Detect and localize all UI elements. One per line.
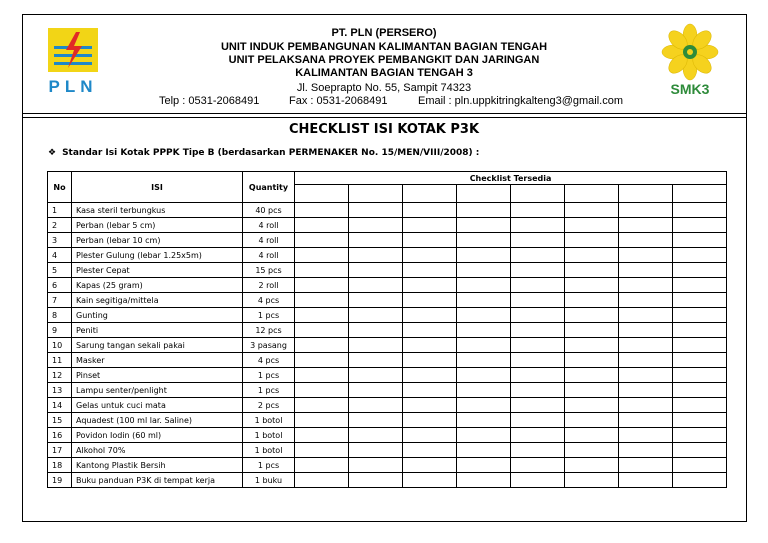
row-number: 7 [48,293,72,308]
row-item: Lampu senter/penlight [72,383,243,398]
checklist-checkbox-cell[interactable] [565,278,619,293]
checklist-checkbox-cell[interactable] [673,458,727,473]
row-number: 5 [48,263,72,278]
table-row [48,203,727,218]
checklist-checkbox-cell[interactable] [349,428,403,443]
column-header-isi: ISI [72,172,243,203]
checklist-checkbox-cell[interactable] [619,473,673,488]
checklist-checkbox-cell[interactable] [349,263,403,278]
row-number: 13 [48,383,72,398]
row-number: 10 [48,338,72,353]
checklist-checkbox-cell[interactable] [457,398,511,413]
row-quantity: 40 pcs [243,203,295,218]
checklist-checkbox-cell[interactable] [457,233,511,248]
checklist-checkbox-cell[interactable] [673,233,727,248]
document-title: CHECKLIST ISI KOTAK P3K [288,122,480,137]
checklist-checkbox-cell[interactable] [565,338,619,353]
unit-line-1: UNIT INDUK PEMBANGUNAN KALIMANTAN BAGIAN TENGAH [220,41,548,53]
checklist-subheader-cell [295,185,349,203]
checklist-checkbox-cell[interactable] [511,323,565,338]
checklist-checkbox-cell[interactable] [511,233,565,248]
checklist-checkbox-cell[interactable] [511,308,565,323]
row-number: 14 [48,398,72,413]
checklist-checkbox-cell[interactable] [673,278,727,293]
table-row [48,308,727,323]
checklist-checkbox-cell[interactable] [511,293,565,308]
row-number: 1 [48,203,72,218]
table-row [48,443,727,458]
checklist-checkbox-cell[interactable] [619,323,673,338]
row-quantity: 4 pcs [243,293,295,308]
checklist-checkbox-cell[interactable] [511,428,565,443]
checklist-checkbox-cell[interactable] [673,293,727,308]
telp: Telp : 0531-2068491 [159,95,260,107]
table-row [48,473,727,488]
checklist-checkbox-cell[interactable] [565,383,619,398]
row-item: Perban (lebar 10 cm) [72,233,243,248]
row-item: Perban (lebar 5 cm) [72,218,243,233]
checklist-checkbox-cell[interactable] [295,263,349,278]
row-item: Pinset [72,368,243,383]
column-header-quantity: Quantity [243,172,295,203]
row-quantity: 1 pcs [243,368,295,383]
row-quantity: 2 pcs [243,398,295,413]
checklist-subheader-cell [403,185,457,203]
checklist-checkbox-cell[interactable] [673,413,727,428]
checklist-checkbox-cell[interactable] [295,428,349,443]
checklist-checkbox-cell[interactable] [295,233,349,248]
checklist-checkbox-cell[interactable] [511,248,565,263]
checklist-checkbox-cell[interactable] [565,293,619,308]
checklist-checkbox-cell[interactable] [295,248,349,263]
checklist-checkbox-cell[interactable] [565,428,619,443]
checklist-subheader-cell [349,185,403,203]
row-number: 9 [48,323,72,338]
checklist-checkbox-cell[interactable] [565,473,619,488]
table-row [48,458,727,473]
table-row [48,248,727,263]
checklist-checkbox-cell[interactable] [349,458,403,473]
checklist-subheader-cell [457,185,511,203]
checklist-checkbox-cell[interactable] [619,218,673,233]
checklist-subheader-cell [511,185,565,203]
checklist-checkbox-cell[interactable] [619,308,673,323]
checklist-checkbox-cell[interactable] [673,383,727,398]
row-quantity: 1 pcs [243,308,295,323]
row-quantity: 4 pcs [243,353,295,368]
row-item: Masker [72,353,243,368]
table-row [48,428,727,443]
checklist-checkbox-cell[interactable] [511,398,565,413]
checklist-checkbox-cell[interactable] [619,383,673,398]
checklist-checkbox-cell[interactable] [403,458,457,473]
checklist-checkbox-cell[interactable] [511,383,565,398]
checklist-checkbox-cell[interactable] [403,413,457,428]
checklist-checkbox-cell[interactable] [457,413,511,428]
checklist-checkbox-cell[interactable] [349,338,403,353]
checklist-checkbox-cell[interactable] [565,413,619,428]
checklist-checkbox-cell[interactable] [511,473,565,488]
checklist-checkbox-cell[interactable] [619,428,673,443]
checklist-checkbox-cell[interactable] [673,353,727,368]
checklist-checkbox-cell[interactable] [349,473,403,488]
row-number: 16 [48,428,72,443]
row-item: Kantong Plastik Bersih [72,458,243,473]
table-body [48,203,727,488]
checklist-checkbox-cell[interactable] [511,443,565,458]
checklist-checkbox-cell[interactable] [511,278,565,293]
checklist-checkbox-cell[interactable] [457,218,511,233]
checklist-checkbox-cell[interactable] [457,293,511,308]
row-quantity: 1 pcs [243,383,295,398]
row-number: 18 [48,458,72,473]
row-quantity: 1 botol [243,413,295,428]
email: Email : pln.uppkitringkalteng3@gmail.com [418,95,623,107]
checklist-checkbox-cell[interactable] [673,338,727,353]
checklist-checkbox-cell[interactable] [403,443,457,458]
checklist-checkbox-cell[interactable] [403,233,457,248]
checklist-checkbox-cell[interactable] [673,248,727,263]
checklist-checkbox-cell[interactable] [349,248,403,263]
row-quantity: 1 pcs [243,458,295,473]
checklist-checkbox-cell[interactable] [511,218,565,233]
checklist-checkbox-cell[interactable] [619,203,673,218]
checklist-checkbox-cell[interactable] [295,203,349,218]
checklist-checkbox-cell[interactable] [619,338,673,353]
checklist-checkbox-cell[interactable] [295,308,349,323]
row-number: 6 [48,278,72,293]
checklist-checkbox-cell[interactable] [349,233,403,248]
checklist-checkbox-cell[interactable] [511,368,565,383]
row-item: Peniti [72,323,243,338]
checklist-checkbox-cell[interactable] [619,293,673,308]
checklist-checkbox-cell[interactable] [349,368,403,383]
checklist-checkbox-cell[interactable] [349,383,403,398]
checklist-checkbox-cell[interactable] [619,263,673,278]
checklist-checkbox-cell[interactable] [511,458,565,473]
checklist-checkbox-cell[interactable] [673,218,727,233]
checklist-subheader-cell [619,185,673,203]
table-row [48,353,727,368]
checklist-checkbox-cell[interactable] [349,293,403,308]
checklist-checkbox-cell[interactable] [565,263,619,278]
checklist-checkbox-cell[interactable] [673,443,727,458]
checklist-checkbox-cell[interactable] [673,473,727,488]
row-quantity: 15 pcs [243,263,295,278]
checklist-checkbox-cell[interactable] [295,473,349,488]
checklist-checkbox-cell[interactable] [349,203,403,218]
checklist-checkbox-cell[interactable] [295,398,349,413]
checklist-checkbox-cell[interactable] [565,323,619,338]
checklist-checkbox-cell[interactable] [295,368,349,383]
checklist-checkbox-cell[interactable] [457,428,511,443]
checklist-checkbox-cell[interactable] [349,353,403,368]
checklist-checkbox-cell[interactable] [565,458,619,473]
row-quantity: 4 roll [243,218,295,233]
checklist-checkbox-cell[interactable] [295,323,349,338]
checklist-checkbox-cell[interactable] [457,458,511,473]
row-item: Kasa steril terbungkus [72,203,243,218]
checklist-checkbox-cell[interactable] [295,218,349,233]
checklist-checkbox-cell[interactable] [457,368,511,383]
unit-line-2: UNIT PELAKSANA PROYEK PEMBANGKIT DAN JARINGAN [228,54,540,66]
checklist-checkbox-cell[interactable] [511,353,565,368]
company-name: PT. PLN (PERSERO) [331,27,437,39]
checklist-checkbox-cell[interactable] [349,278,403,293]
checklist-checkbox-cell[interactable] [457,383,511,398]
row-number: 3 [48,233,72,248]
row-item: Kapas (25 gram) [72,278,243,293]
checklist-table [47,171,727,488]
row-number: 2 [48,218,72,233]
row-item: Plester Cepat [72,263,243,278]
checklist-checkbox-cell[interactable] [349,413,403,428]
fax: Fax : 0531-2068491 [289,95,388,107]
address: Jl. Soeprapto No. 55, Sampit 74323 [296,82,472,94]
checklist-checkbox-cell[interactable] [349,308,403,323]
row-item: Alkohol 70% [72,443,243,458]
checklist-checkbox-cell[interactable] [295,278,349,293]
checklist-checkbox-cell[interactable] [673,428,727,443]
row-quantity: 1 botol [243,443,295,458]
checklist-checkbox-cell[interactable] [457,323,511,338]
checklist-checkbox-cell[interactable] [403,263,457,278]
checklist-checkbox-cell[interactable] [565,368,619,383]
table-row [48,383,727,398]
checklist-checkbox-cell[interactable] [619,368,673,383]
row-number: 4 [48,248,72,263]
unit-line-3: KALIMANTAN BAGIAN TENGAH 3 [295,67,473,79]
row-quantity: 1 buku [243,473,295,488]
row-number: 8 [48,308,72,323]
checklist-checkbox-cell[interactable] [457,278,511,293]
table-row [48,293,727,308]
checklist-checkbox-cell[interactable] [457,338,511,353]
checklist-checkbox-cell[interactable] [673,203,727,218]
header-divider [22,113,747,114]
checklist-checkbox-cell[interactable] [619,458,673,473]
column-header-no: No [48,172,72,203]
checklist-checkbox-cell[interactable] [673,368,727,383]
checklist-checkbox-cell[interactable] [565,248,619,263]
row-item: Plester Gulung (lebar 1.25x5m) [72,248,243,263]
pln-logo-text: PLN [48,77,98,96]
diamond-bullet-icon: ❖ [48,148,57,158]
checklist-checkbox-cell[interactable] [457,203,511,218]
checklist-subheader-cell [565,185,619,203]
checklist-checkbox-cell[interactable] [511,263,565,278]
checklist-checkbox-cell[interactable] [403,353,457,368]
row-item: Aquadest (100 ml lar. Saline) [72,413,243,428]
checklist-checkbox-cell[interactable] [295,353,349,368]
checklist-checkbox-cell[interactable] [619,248,673,263]
table-row [48,338,727,353]
checklist-checkbox-cell[interactable] [619,278,673,293]
row-quantity: 2 roll [243,278,295,293]
table-row [48,323,727,338]
checklist-checkbox-cell[interactable] [457,353,511,368]
checklist-checkbox-cell[interactable] [619,353,673,368]
standard-text: Standar Isi Kotak PPPK Tipe B (berdasarkan PERMENAKER No. 15/MEN/VIII/2008) : [62,148,480,158]
row-item: Povidon Iodin (60 ml) [72,428,243,443]
checklist-checkbox-cell[interactable] [403,398,457,413]
row-quantity: 3 pasang [243,338,295,353]
column-header-checklist: Checklist Tersedia [295,172,727,185]
table-row [48,278,727,293]
row-number: 11 [48,353,72,368]
checklist-checkbox-cell[interactable] [619,233,673,248]
table-row [48,368,727,383]
row-number: 12 [48,368,72,383]
checklist-checkbox-cell[interactable] [673,323,727,338]
smk3-logo-text: SMK3 [670,81,710,97]
row-item: Gelas untuk cuci mata [72,398,243,413]
row-quantity: 12 pcs [243,323,295,338]
row-quantity: 4 roll [243,248,295,263]
checklist-checkbox-cell[interactable] [403,323,457,338]
table-row [48,263,727,278]
checklist-checkbox-cell[interactable] [403,278,457,293]
row-number: 19 [48,473,72,488]
checklist-checkbox-cell[interactable] [457,308,511,323]
row-number: 17 [48,443,72,458]
standard-note [48,148,479,158]
checklist-checkbox-cell[interactable] [457,443,511,458]
checklist-checkbox-cell[interactable] [619,443,673,458]
row-item: Buku panduan P3K di tempat kerja [72,473,243,488]
row-item: Kain segitiga/mittela [72,293,243,308]
checklist-checkbox-cell[interactable] [565,398,619,413]
header-divider-secondary [22,117,747,118]
checklist-checkbox-cell[interactable] [673,263,727,278]
checklist-checkbox-cell[interactable] [349,218,403,233]
checklist-checkbox-cell[interactable] [457,473,511,488]
checklist-checkbox-cell[interactable] [457,263,511,278]
row-number: 15 [48,413,72,428]
checklist-checkbox-cell[interactable] [457,248,511,263]
checklist-checkbox-cell[interactable] [403,473,457,488]
checklist-checkbox-cell[interactable] [403,218,457,233]
table-row [48,218,727,233]
row-item: Sarung tangan sekali pakai [72,338,243,353]
row-quantity: 4 roll [243,233,295,248]
table-row [48,413,727,428]
checklist-checkbox-cell[interactable] [565,443,619,458]
checklist-checkbox-cell[interactable] [403,338,457,353]
checklist-checkbox-cell[interactable] [403,308,457,323]
checklist-checkbox-cell[interactable] [619,413,673,428]
checklist-checkbox-cell[interactable] [511,338,565,353]
checklist-checkbox-cell[interactable] [565,203,619,218]
checklist-checkbox-cell[interactable] [295,443,349,458]
checklist-checkbox-cell[interactable] [403,383,457,398]
checklist-checkbox-cell[interactable] [349,323,403,338]
checklist-checkbox-cell[interactable] [349,443,403,458]
checklist-checkbox-cell[interactable] [295,383,349,398]
checklist-checkbox-cell[interactable] [565,218,619,233]
checklist-subheader-cell [673,185,727,203]
table-row [48,233,727,248]
checklist-checkbox-cell[interactable] [511,203,565,218]
checklist-checkbox-cell[interactable] [403,428,457,443]
checklist-checkbox-cell[interactable] [619,398,673,413]
checklist-checkbox-cell[interactable] [295,293,349,308]
checklist-checkbox-cell[interactable] [295,413,349,428]
checklist-checkbox-cell[interactable] [349,398,403,413]
table-row [48,398,727,413]
checklist-checkbox-cell[interactable] [565,233,619,248]
row-item: Gunting [72,308,243,323]
checklist-checkbox-cell[interactable] [511,413,565,428]
checklist-checkbox-cell[interactable] [295,458,349,473]
checklist-checkbox-cell[interactable] [403,203,457,218]
checklist-checkbox-cell[interactable] [565,353,619,368]
checklist-checkbox-cell[interactable] [403,293,457,308]
checklist-checkbox-cell[interactable] [403,368,457,383]
checklist-checkbox-cell[interactable] [295,338,349,353]
checklist-checkbox-cell[interactable] [673,308,727,323]
checklist-checkbox-cell[interactable] [565,308,619,323]
row-quantity: 1 botol [243,428,295,443]
checklist-checkbox-cell[interactable] [673,398,727,413]
checklist-checkbox-cell[interactable] [403,248,457,263]
